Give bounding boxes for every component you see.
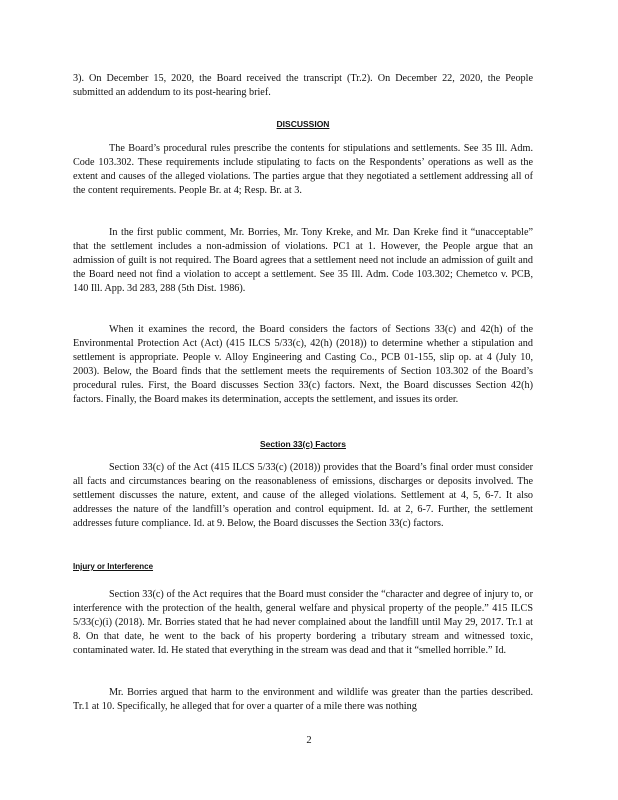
page-number: 2 xyxy=(306,735,312,746)
paragraph-text: The Board’s procedural rules prescribe the contents for stipulations and settlements. See 35 Ill. Adm. Code 103.302. These requirements include stipulating to facts on the Respondents’ operations as well as the extent and causes of the alleged violations. The parties argue that they negotiated a settlement addressing all of the content requirements. People Br. at 4; Resp. Br. at 3. xyxy=(73,143,533,196)
paragraph-public-comment xyxy=(73,226,533,296)
heading-text: Injury or Interference xyxy=(73,562,154,571)
paragraph-injury xyxy=(73,588,533,658)
heading-text: Section 33(c) Factors xyxy=(260,439,346,449)
paragraph-text: When it examines the record, the Board considers the factors of Sections 33(c) and 42(h) of the Environmental Protection Act (Act) (415 ILCS 5/33(c), 42(h) (2018)) to determine whether a stipulation and settlement is appropriate. People v. Alloy Engineering and Casting Co., PCB 01-155, slip op. at 4 (July 10, 2003). Below, the Board finds that the settlement meets the requirements of Section 103.302 of the Board’s procedural rules. First, the Board discusses Section 33(c) factors. Next, the Board discusses Section 42(h) factors. Finally, the Board makes its determination, accepts the settlement, and issues its order. xyxy=(73,324,533,405)
paragraph-text: Section 33(c) of the Act (415 ILCS 5/33(c) (2018)) provides that the Board’s final order must consider all facts and circumstances bearing on the reasonableness of emissions, discharges or deposits involved. The settlement discusses the nature, extent, and cause of the alleged violations. Settlement at 4, 5, 6-7. It also addresses the nature of the landfill’s operation and control equipment. Id. at 2, 6-7. Further, the settlement addresses future compliance. Id. at 9. Below, the Board discusses the Section 33(c) factors. xyxy=(73,462,533,529)
paragraph-harm xyxy=(73,686,533,714)
heading-section-33c xyxy=(73,437,533,451)
paragraph-text: 3). On December 15, 2020, the Board received the transcript (Tr.2). On December 22, 2020, the People submitted an addendum to its post-hearing brief. xyxy=(73,73,533,98)
heading-injury-interference xyxy=(73,560,153,574)
paragraph-procedural-rules xyxy=(73,142,533,198)
paragraph-section-33c xyxy=(73,461,533,531)
paragraph-text: Mr. Borries argued that harm to the environment and wildlife was greater than the parties described. Tr.1 at 10. Specifically, he alleged that for over a quarter of a mile there was nothing xyxy=(73,687,533,712)
heading-text: DISCUSSION xyxy=(276,119,330,129)
paragraph-record-examination xyxy=(73,323,533,407)
paragraph-transcript xyxy=(73,72,533,100)
paragraph-text: In the first public comment, Mr. Borries, Mr. Tony Kreke, and Mr. Dan Kreke find it “unacceptable” that the settlement includes a non-admission of violations. PC1 at 1. However, the People argue that an admission of guilt is not required. The Board agrees that a settlement need not include an admission of guilt and the Board need not find a violation to accept a settlement. See 35 Ill. Adm. Code 103.302; Chemetco v. PCB, 140 Ill. App. 3d 283, 288 (5th Dist. 1986). xyxy=(73,227,533,294)
heading-discussion xyxy=(73,117,533,131)
paragraph-text: Section 33(c) of the Act requires that the Board must consider the “character and degree of injury to, or interference with the protection of the health, general welfare and physical property of the people.” 415 ILCS 5/33(c)(i) (2018). Mr. Borries stated that he had never complained about the landfill until May 29, 2017. Tr.1 at 8. On that date, he went to the back of his property bordering a tributary stream and witnessed toxic, contaminated water. Id. He stated that everything in the stream was dead and that it “smelled horrible.” Id. xyxy=(73,589,533,656)
